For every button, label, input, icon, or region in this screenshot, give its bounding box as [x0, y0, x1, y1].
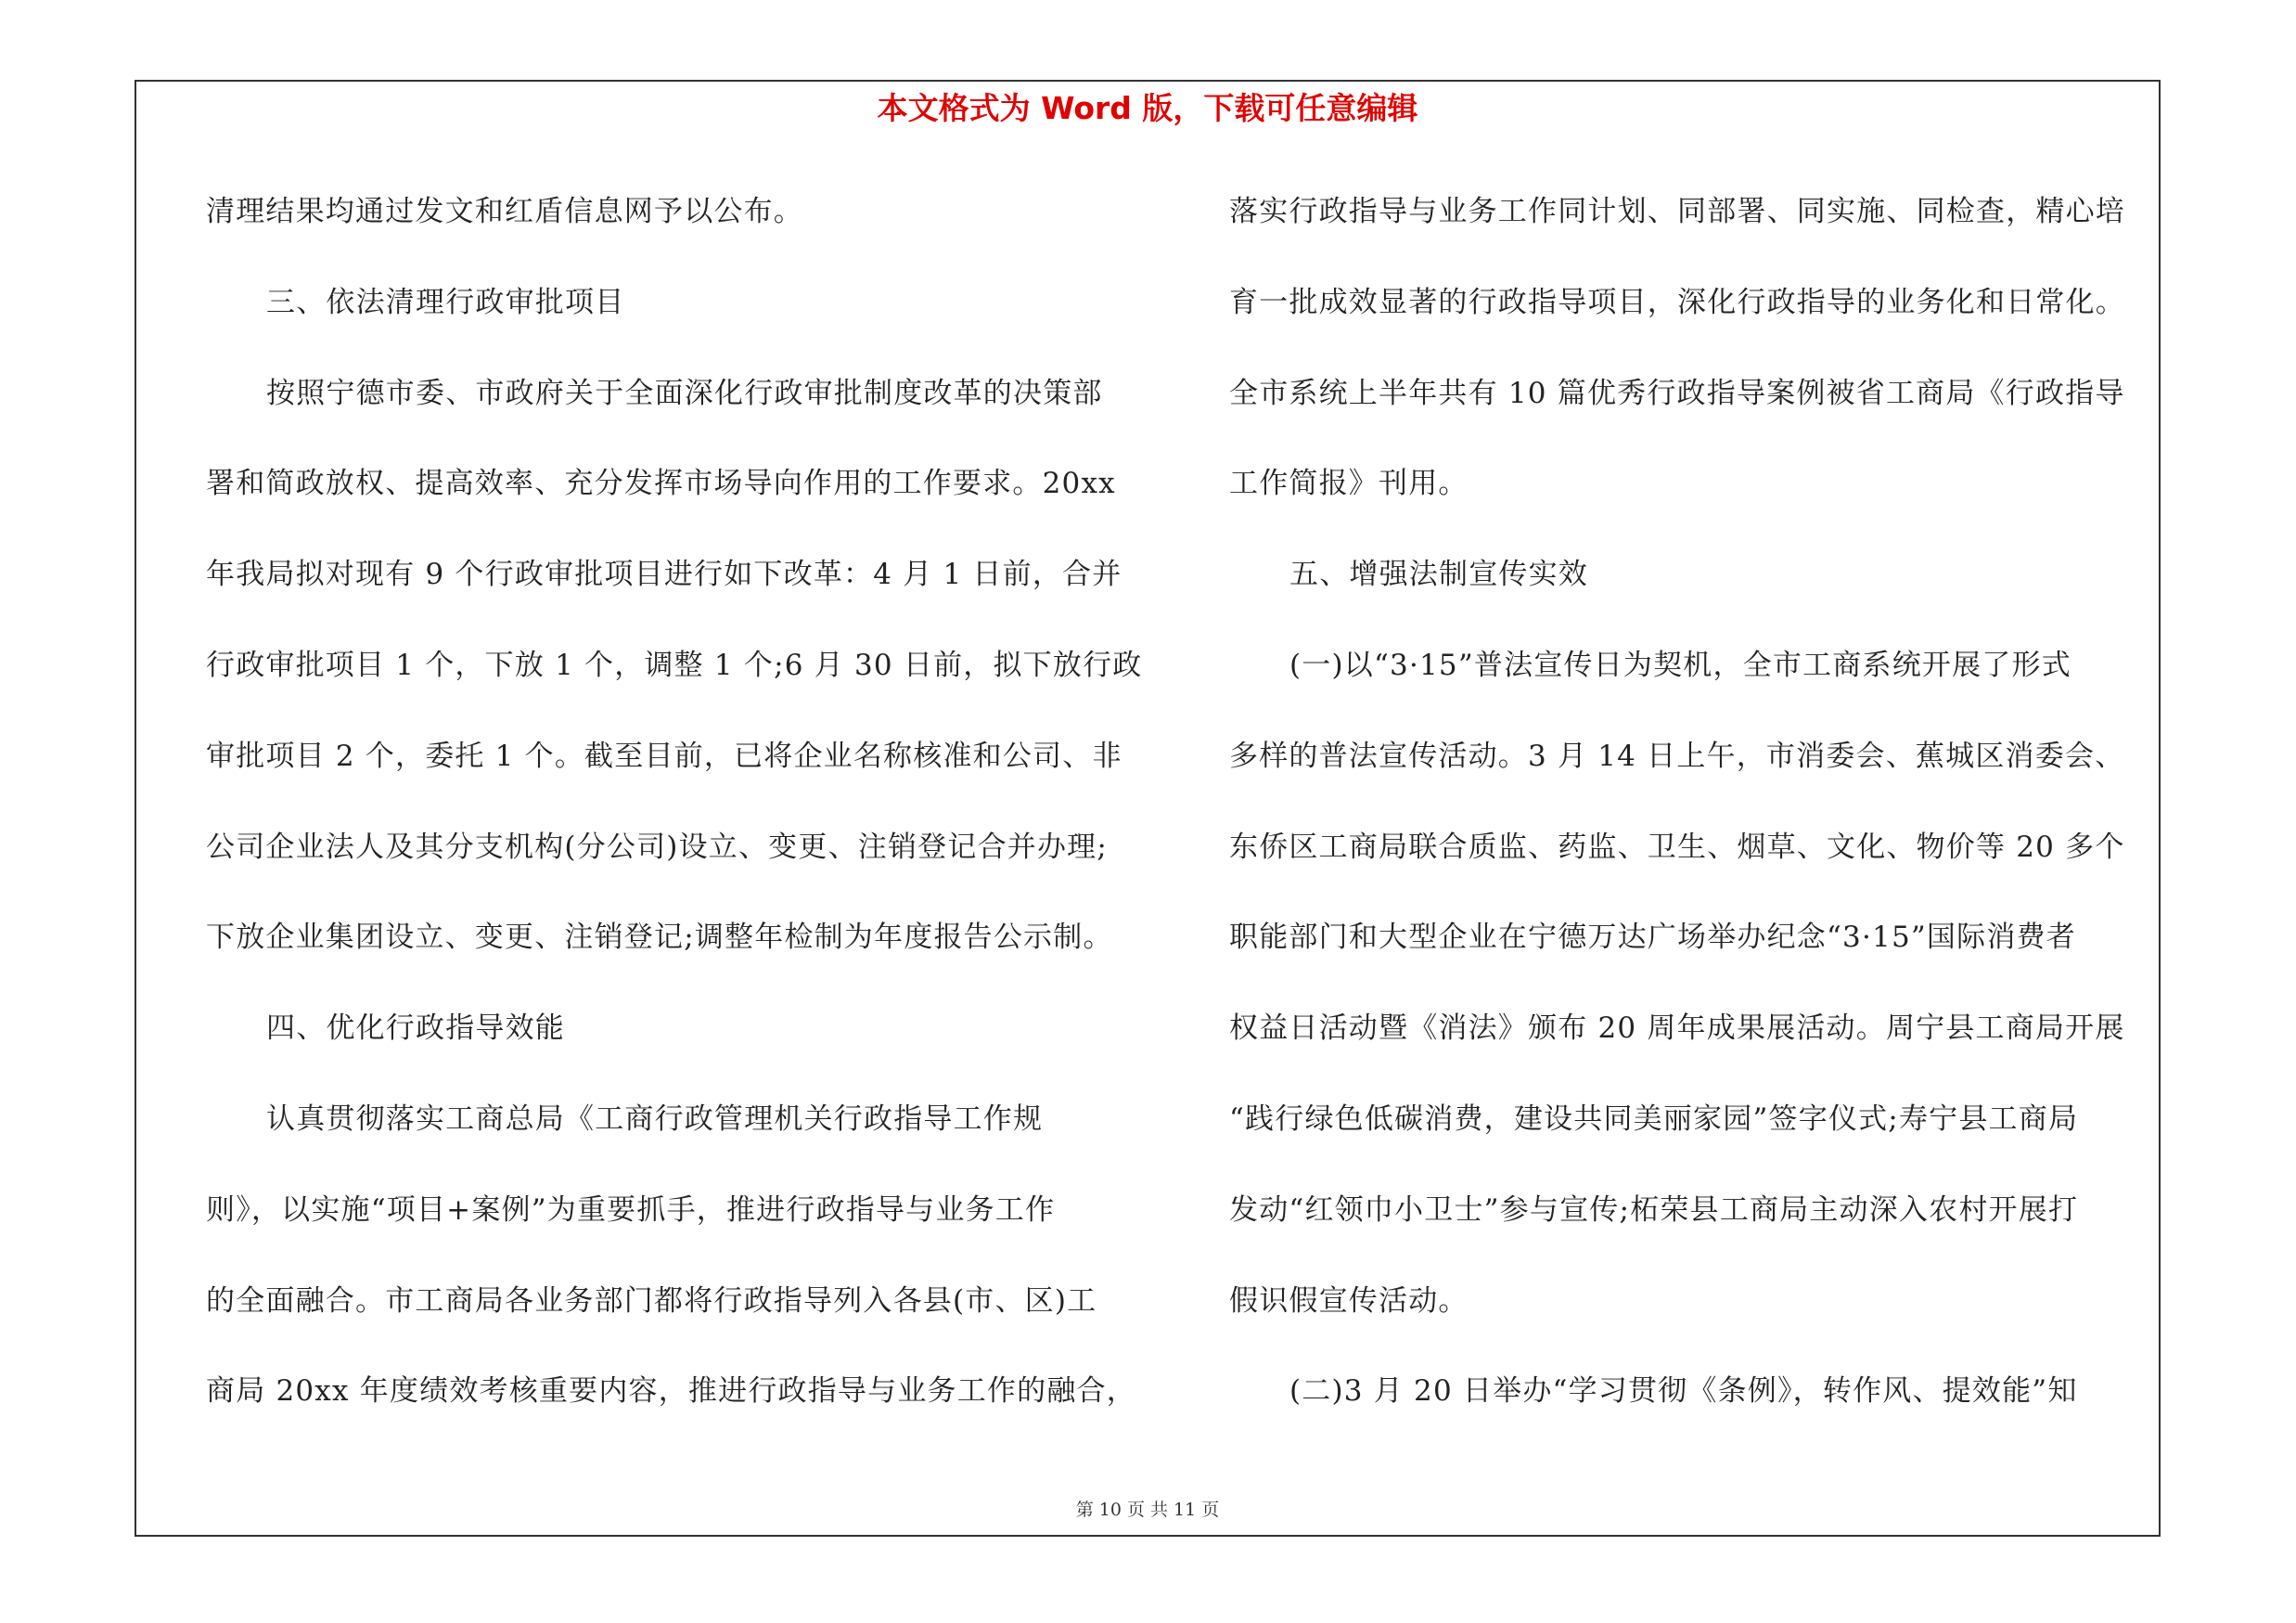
text-line: 权益日活动暨《消法》颁布 20 周年成果展活动。周宁县工商局开展 — [1229, 1011, 2125, 1046]
text-line: 全市系统上半年共有 10 篇优秀行政指导案例被省工商局《行政指导 — [1229, 376, 2125, 410]
text-line: 三、依法清理行政审批项目 — [266, 285, 625, 319]
text-line: (二)3 月 20 日举办“学习贯彻《条例》，转作风、提效能”知 — [1289, 1374, 2078, 1409]
text-line: 发动“红领巾小卫士”参与宣传;柘荣县工商局主动深入农村开展打 — [1229, 1192, 2079, 1227]
text-line: 认真贯彻落实工商总局《工商行政管理机关行政指导工作规 — [266, 1101, 1044, 1136]
text-line: 署和简政放权、提高效率、充分发挥市场导向作用的工作要求。20xx — [206, 467, 1116, 501]
text-line: 落实行政指导与业务工作同计划、同部署、同实施、同检查，精心培 — [1229, 195, 2125, 228]
text-line: 审批项目 2 个，委托 1 个。截至目前，已将企业名称核准和公司、非 — [206, 739, 1122, 773]
text-line: 清理结果均通过发文和红盾信息网予以公布。 — [206, 195, 803, 228]
text-line: 行政审批项目 1 个，下放 1 个，调整 1 个;6 月 30 日前，拟下放行政 — [206, 648, 1143, 682]
text-line: 公司企业法人及其分支机构(分公司)设立、变更、注销登记合并办理; — [206, 830, 1109, 864]
text-line: 假识假宣传活动。 — [1229, 1283, 1469, 1318]
text-line: 下放企业集团设立、变更、注销登记;调整年检制为年度报告公示制。 — [206, 921, 1113, 955]
text-line: “践行绿色低碳消费，建设共同美丽家园”签字仪式;寿宁县工商局 — [1229, 1101, 2079, 1136]
page-number: 第 10 页 共 11 页 — [1075, 1500, 1220, 1520]
right-column — [1229, 186, 2166, 1456]
left-column — [206, 186, 1143, 1456]
text-line: 四、优化行政指导效能 — [266, 1011, 565, 1046]
text-line: 多样的普法宣传活动。3 月 14 日上午，市消委会、蕉城区消委会、 — [1229, 739, 2125, 773]
text-line: 按照宁德市委、市政府关于全面深化行政审批制度改革的决策部 — [266, 376, 1103, 410]
text-line: 的全面融合。市工商局各业务部门都将行政指导列入各县(市、区)工 — [206, 1283, 1097, 1318]
text-line: 五、增强法制宣传实效 — [1289, 558, 1588, 592]
text-line: 工作简报》刊用。 — [1229, 467, 1469, 501]
text-line: 育一批成效显著的行政指导项目，深化行政指导的业务化和日常化。 — [1229, 285, 2125, 319]
text-line: 则》，以实施“项目+案例”为重要抓手，推进行政指导与业务工作 — [206, 1192, 1056, 1227]
text-line: (一)以“3·15”普法宣传日为契机，全市工商系统开展了形式 — [1289, 648, 2072, 682]
text-line: 职能部门和大型企业在宁德万达广场举办纪念“3·15”国际消费者 — [1229, 921, 2076, 955]
text-line: 商局 20xx 年度绩效考核重要内容，推进行政指导与业务工作的融合， — [206, 1374, 1136, 1409]
text-line: 年我局拟对现有 9 个行政审批项目进行如下改革：4 月 1 日前，合并 — [206, 558, 1122, 592]
text-line: 东侨区工商局联合质监、药监、卫生、烟草、文化、物价等 20 多个 — [1229, 830, 2125, 864]
word-format-banner: 本文格式为 Word 版，下载可任意编辑 — [877, 90, 1418, 126]
